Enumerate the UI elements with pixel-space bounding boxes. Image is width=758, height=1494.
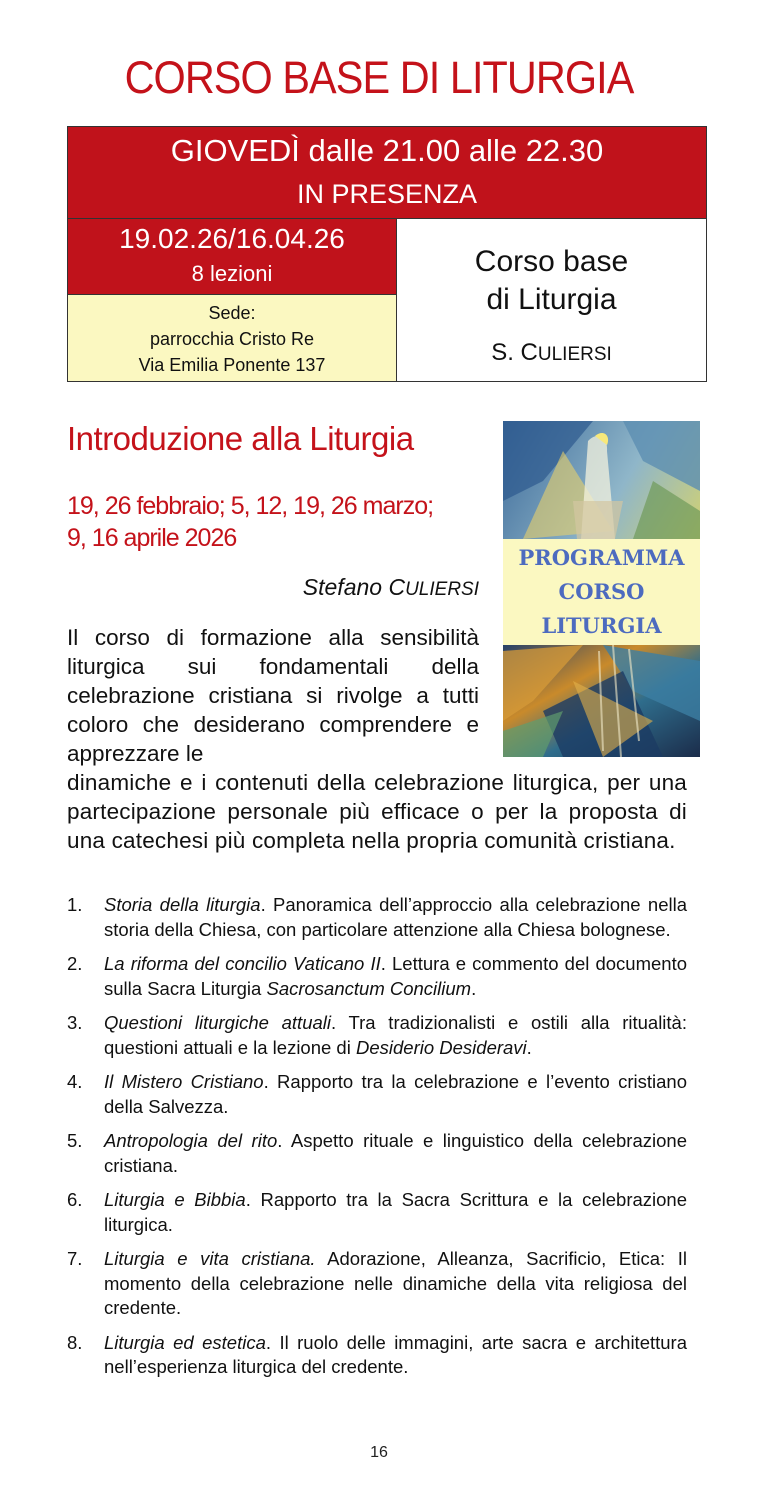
list-item: 4. Il Mistero Cristiano. Rapporto tra la celebrazione e l’evento cristiano della Salvezza. — [67, 1071, 687, 1117]
venue-cell — [68, 295, 397, 381]
list-item: 5. Antropologia del rito. Aspetto rituale e linguistico della celebrazione cristiana. — [67, 1130, 687, 1176]
course-name-line1: Corso base — [474, 245, 629, 278]
list-item: 6. Liturgia e Bibbia. Rapporto tra la Sacra Scrittura e la celebrazione liturgica. — [67, 1189, 688, 1235]
course-name-line2: di Liturgia — [486, 283, 617, 316]
day-time: GIOVEDÌ dalle 21.00 alle 22.30 — [170, 133, 604, 168]
list-item: 7. Liturgia e vita cristiana. Adorazione, Alleanza, Sacrificio, Etica: Il momento della celebrazione nelle dinamiche della vita religiosa del credente. — [67, 1248, 688, 1318]
section-heading: Introduzione alla Liturgia — [67, 420, 414, 457]
course-poster-image — [503, 421, 700, 757]
lesson-dates: 19, 26 febbraio; 5, 12, 19, 26 marzo; 9, 16 aprile 2026 — [67, 492, 434, 552]
venue-address: Via Emilia Ponente 137 — [138, 355, 326, 375]
list-item: 3. Questioni liturgiche attuali. Tra tradizionalisti e ostili alla ritualità: questioni attuali e la lezione di Desiderio Desideravi. — [67, 1012, 687, 1058]
intro-paragraph: Il corso di formazione alla sensibilità liturgica sui fondamentali della celebrazione cristiana si rivolge a tutti coloro che desiderano comprendere e apprezzare le — [67, 625, 479, 766]
list-item: 1. Storia della liturgia. Panoramica dell’approccio alla celebrazione nella storia della Chiesa, con particolare attenzione alla Chiesa bolognese. — [67, 894, 687, 940]
course-cell — [397, 219, 706, 381]
lesson-list — [67, 893, 687, 1390]
list-item: 2. La riforma del concilio Vaticano II. Lettura e commento del documento sulla Sacra Liturgia Sacrosanctum Concilium. — [67, 953, 687, 999]
date-range: 19.02.26/16.04.26 — [119, 223, 345, 254]
intro-paragraph-continued: dinamiche e i contenuti della celebrazione liturgica, per una partecipazione personale più efficace o per la proposta di una catechesi più completa nella propria comunità cristiana. — [67, 770, 687, 853]
author: Stefano CULIERSI — [302, 574, 479, 600]
poster-label: PROGRAMMA CORSO LITURGIA — [503, 539, 700, 645]
list-item: 8. Liturgia ed estetica. Il ruolo delle immagini, arte sacra e architettura nell’esperienza liturgica del credente. — [67, 1331, 688, 1377]
teacher-name: S. CULIERSI — [491, 339, 612, 366]
date-range-cell — [68, 219, 397, 295]
lesson-count: 8 lezioni — [191, 261, 273, 286]
venue-name: parrocchia Cristo Re — [149, 329, 315, 349]
schedule-box — [67, 126, 707, 382]
venue-label: Sede: — [208, 303, 256, 323]
schedule-header — [68, 127, 706, 219]
page-number: 16 — [370, 1444, 388, 1461]
attendance-mode: IN PRESENZA — [296, 179, 478, 209]
page-title: CORSO BASE DI LITURGIA — [124, 52, 634, 103]
